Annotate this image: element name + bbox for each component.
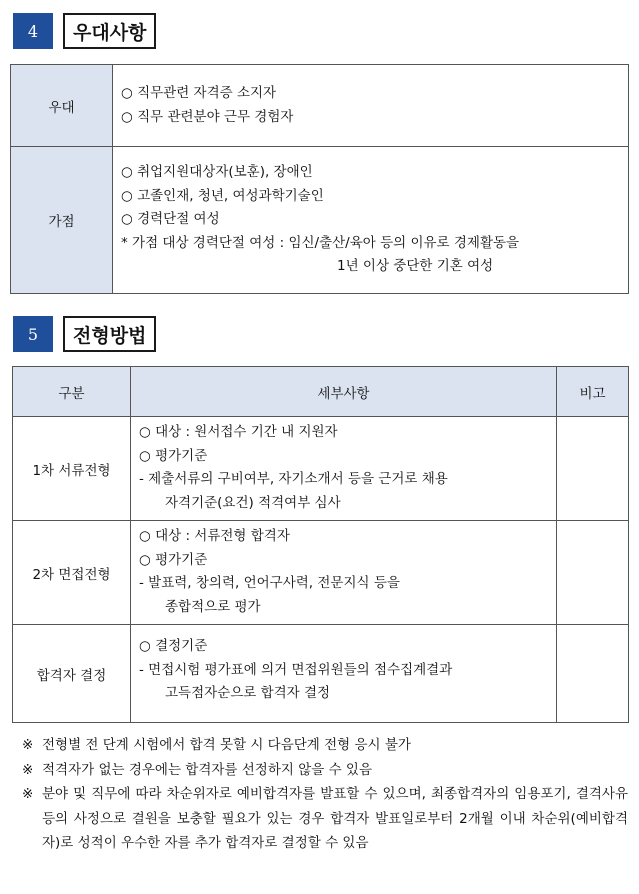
note-mark: ※ bbox=[22, 786, 34, 802]
note-mark: ※ bbox=[22, 761, 34, 778]
note-text: 적격자가 없는 경우에는 합격자를 선정하지 않을 수 있음 bbox=[42, 761, 372, 778]
list-item: ○ 직무관련 자격증 소지자 bbox=[121, 85, 277, 101]
row-label: 합격자 결정 bbox=[13, 625, 131, 723]
section-4-number: 4 bbox=[13, 13, 53, 49]
section-5-number: 5 bbox=[13, 316, 53, 352]
list-item: ○ 대상 : 서류전형 합격자 bbox=[139, 528, 290, 544]
section-4-title: 우대사항 bbox=[63, 13, 156, 49]
list-item: ○ 경력단절 여성 bbox=[121, 211, 220, 228]
row-details bbox=[131, 625, 557, 723]
list-item: 고득점자순으로 합격자 결정 bbox=[165, 685, 331, 701]
footnote bbox=[22, 733, 628, 758]
list-item: ○ 대상 : 원서접수 기간 내 지원자 bbox=[139, 424, 338, 440]
list-item: ○ 평가기준 bbox=[139, 551, 208, 568]
column-header-details: 세부사항 bbox=[131, 367, 557, 417]
note-text: 분야 및 직무에 따라 차순위자로 예비합격자를 발표할 수 있으며, 최종합격자의 임용포기, 결격사유 등의 사정으로 결원을 보충할 필요가 있는 경우 합격자 발표일로부터 2개월 이내 차순위(예비합격자)로 성적이 우수한 자를 추가 합격자로 결정할 수 있음 bbox=[42, 786, 628, 851]
row-label: 1차 서류전형 bbox=[13, 417, 131, 521]
row-remark bbox=[557, 417, 629, 521]
list-item: - 발표력, 창의력, 언어구사력, 전문지식 등을 bbox=[139, 575, 400, 591]
table-row bbox=[13, 417, 629, 521]
section-5-heading bbox=[13, 315, 156, 353]
list-item: 자격기준(요건) 적격여부 심사 bbox=[165, 494, 341, 511]
bonus-note-line: 1년 이상 중단한 기혼 여성 bbox=[337, 258, 494, 275]
table-row bbox=[11, 65, 629, 147]
list-item: - 면접시험 평가표에 의거 면접위원들의 점수집계결과 bbox=[139, 661, 453, 678]
list-item: ○ 직무 관련분야 근무 경험자 bbox=[121, 108, 294, 125]
row-details bbox=[131, 417, 557, 521]
row-remark bbox=[557, 521, 629, 625]
section-5-title: 전형방법 bbox=[63, 316, 156, 352]
column-header-remarks: 비고 bbox=[557, 367, 629, 417]
row-label-preference: 우대 bbox=[11, 65, 113, 147]
table-row bbox=[13, 625, 629, 723]
list-item: ○ 취업지원대상자(보훈), 장애인 bbox=[121, 164, 313, 181]
row-label: 2차 면접전형 bbox=[13, 521, 131, 625]
table-row bbox=[11, 147, 629, 294]
row-details bbox=[131, 521, 557, 625]
preference-table bbox=[10, 64, 629, 294]
footnote bbox=[22, 758, 628, 783]
note-mark: ※ bbox=[22, 737, 34, 753]
list-item: - 제출서류의 구비여부, 자기소개서 등을 근거로 채용 bbox=[139, 471, 448, 487]
list-item: 종합적으로 평가 bbox=[165, 598, 261, 615]
list-item: ○ 평가기준 bbox=[139, 447, 208, 464]
footnote bbox=[22, 782, 628, 856]
row-content-bonus bbox=[113, 147, 629, 294]
bonus-note-line: * 가점 대상 경력단절 여성 : 임신/출산/육아 등의 이유로 경제활동을 bbox=[121, 234, 520, 251]
column-header-category: 구분 bbox=[13, 367, 131, 417]
table-header-row bbox=[13, 367, 629, 417]
row-remark bbox=[557, 625, 629, 723]
footnotes bbox=[22, 733, 628, 856]
section-4-heading bbox=[13, 12, 156, 50]
selection-table bbox=[12, 366, 629, 723]
table-row bbox=[13, 521, 629, 625]
row-label-bonus: 가점 bbox=[11, 147, 113, 294]
list-item: ○ 고졸인재, 청년, 여성과학기술인 bbox=[121, 187, 324, 204]
list-item: ○ 결정기준 bbox=[139, 638, 208, 654]
row-content-preference bbox=[113, 65, 629, 147]
note-text: 전형별 전 단계 시험에서 합격 못할 시 다음단계 전형 응시 불가 bbox=[42, 737, 411, 753]
